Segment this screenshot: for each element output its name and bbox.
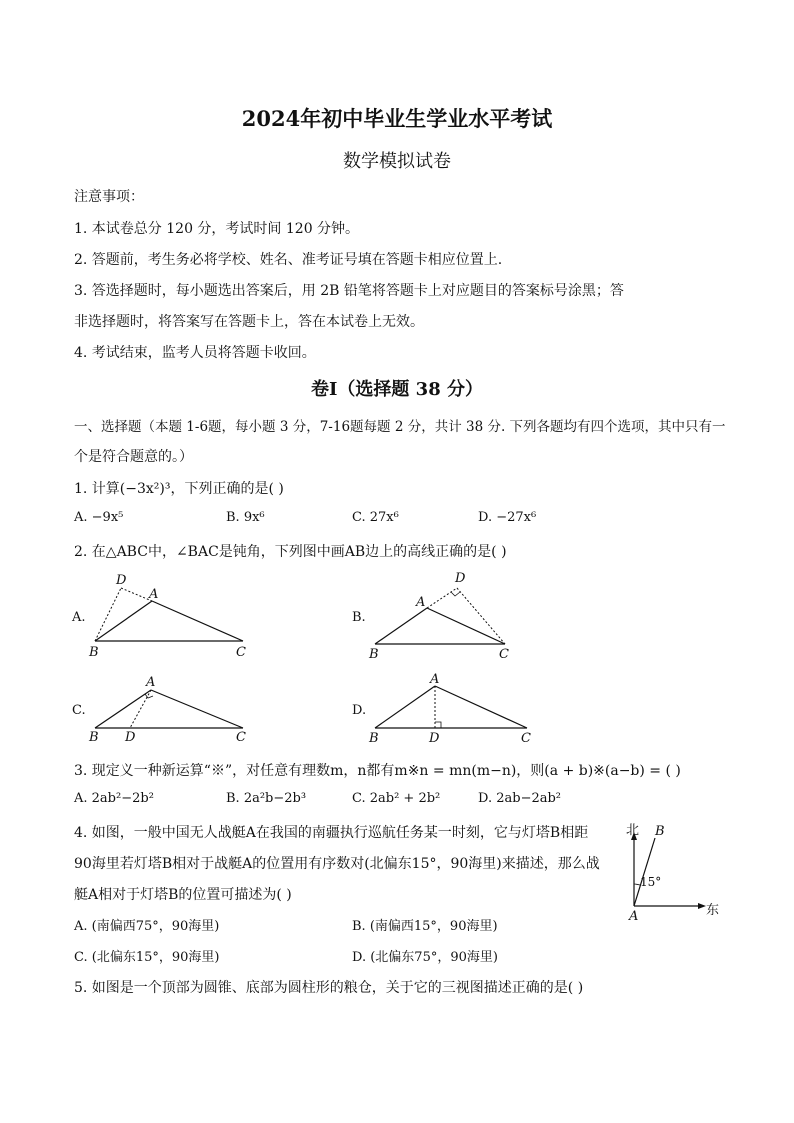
q4-option-b: B. (南偏西15°，90海里) xyxy=(352,919,498,934)
q1-option-a: A. −9x⁵ xyxy=(74,510,124,525)
section-title: 卷Ⅰ（选择题 38 分） xyxy=(310,379,483,400)
point-label-a: A xyxy=(146,675,156,690)
q1-option-c: C. 27x⁶ xyxy=(352,510,399,525)
note-item: 2. 答题前，考生务必将学校、姓名、准考证号填在答题卡相应位置上. xyxy=(74,252,503,268)
q4-line: 艇A相对于灯塔B的位置可描述为( ) xyxy=(74,887,292,903)
point-label-c: C xyxy=(236,645,246,660)
east-label: 东 xyxy=(706,903,720,918)
q2-figure-c xyxy=(85,673,260,745)
q3-option-a: A. 2ab²−2b² xyxy=(74,791,154,806)
q3-option-d: D. 2ab−2ab² xyxy=(478,791,562,806)
notes-heading: 注意事项： xyxy=(74,189,144,205)
point-label-d: D xyxy=(125,730,136,745)
instructions-line: 一、选择题（本题 1-6题，每小题 3 分，7-16题每题 2 分，共计 38 分. 下列各题均有四个选项，其中只有一 xyxy=(74,419,726,435)
q2-option-c-label: C. xyxy=(72,703,86,718)
point-label-b: B xyxy=(89,730,99,745)
exam-subtitle: 数学模拟试卷 xyxy=(343,151,451,172)
q4-direction-figure xyxy=(600,816,730,928)
point-label-c: C xyxy=(499,647,509,662)
point-label-c: C xyxy=(521,731,531,746)
q4-option-a: A. (南偏西75°，90海里) xyxy=(74,919,220,934)
note-item: 1. 本试卷总分 120 分，考试时间 120 分钟。 xyxy=(74,221,360,237)
point-label-b: B xyxy=(655,824,665,839)
q2-figure-a xyxy=(85,568,260,660)
q2-option-a-label: A. xyxy=(72,610,86,625)
point-label-d: D xyxy=(429,731,440,746)
point-label-b: B xyxy=(89,645,99,660)
q2-option-b-label: B. xyxy=(352,610,366,625)
q3-option-c: C. 2ab² + 2b² xyxy=(352,791,441,806)
point-label-a: A xyxy=(149,587,159,602)
point-label-d: D xyxy=(116,573,127,588)
q2-stem: 2. 在△ABC中，∠BAC是钝角，下列图中画AB边上的高线正确的是( ) xyxy=(74,544,507,560)
q2-option-d-label: D. xyxy=(352,703,367,718)
q4-line: 4. 如图，一般中国无人战艇A在我国的南疆执行巡航任务某一时刻，它与灯塔B相距 xyxy=(74,825,589,841)
point-label-a: A xyxy=(430,672,440,687)
q5-stem: 5. 如图是一个顶部为圆锥、底部为圆柱形的粮仓，关于它的三视图描述正确的是( ) xyxy=(74,980,584,996)
exam-title: 2024年初中毕业生学业水平考试 xyxy=(241,106,553,131)
point-label-b: B xyxy=(369,647,379,662)
q2-figure-b xyxy=(365,568,525,663)
point-label-a: A xyxy=(629,909,639,924)
point-label-c: C xyxy=(236,730,246,745)
instructions-line: 个是符合题意的。） xyxy=(74,449,193,465)
q2-figure-d xyxy=(365,671,545,746)
angle-label: 15° xyxy=(640,875,662,889)
q4-option-d: D. (北偏东75°，90海里) xyxy=(352,950,498,965)
q3-option-b: B. 2a²b−2b³ xyxy=(226,791,307,806)
north-label: 北 xyxy=(626,823,640,838)
note-item: 4. 考试结束，监考人员将答题卡收回。 xyxy=(74,345,316,361)
q3-stem: 3. 现定义一种新运算“※”，对任意有理数m，n都有m※n = mn(m−n)，则(a + b)※(a−b) = ( ) xyxy=(74,763,681,779)
q1-option-b: B. 9x⁶ xyxy=(226,510,265,525)
point-label-a: A xyxy=(416,595,426,610)
q4-option-c: C. (北偏东15°，90海里) xyxy=(74,950,220,965)
note-item: 3. 答选择题时，每小题选出答案后，用 2B 铅笔将答题卡上对应题目的答案标号涂黑；答 xyxy=(74,283,624,299)
point-label-b: B xyxy=(369,731,379,746)
note-item: 非选择题时，将答案写在答题卡上，答在本试卷上无效。 xyxy=(74,314,424,330)
q1-stem: 1. 计算(−3x²)³，下列正确的是( ) xyxy=(74,481,284,497)
q4-line: 90海里若灯塔B相对于战艇A的位置用有序数对(北偏东15°，90海里)来描述，那么战 xyxy=(74,856,600,872)
point-label-d: D xyxy=(455,571,466,586)
q1-option-d: D. −27x⁶ xyxy=(478,510,537,525)
